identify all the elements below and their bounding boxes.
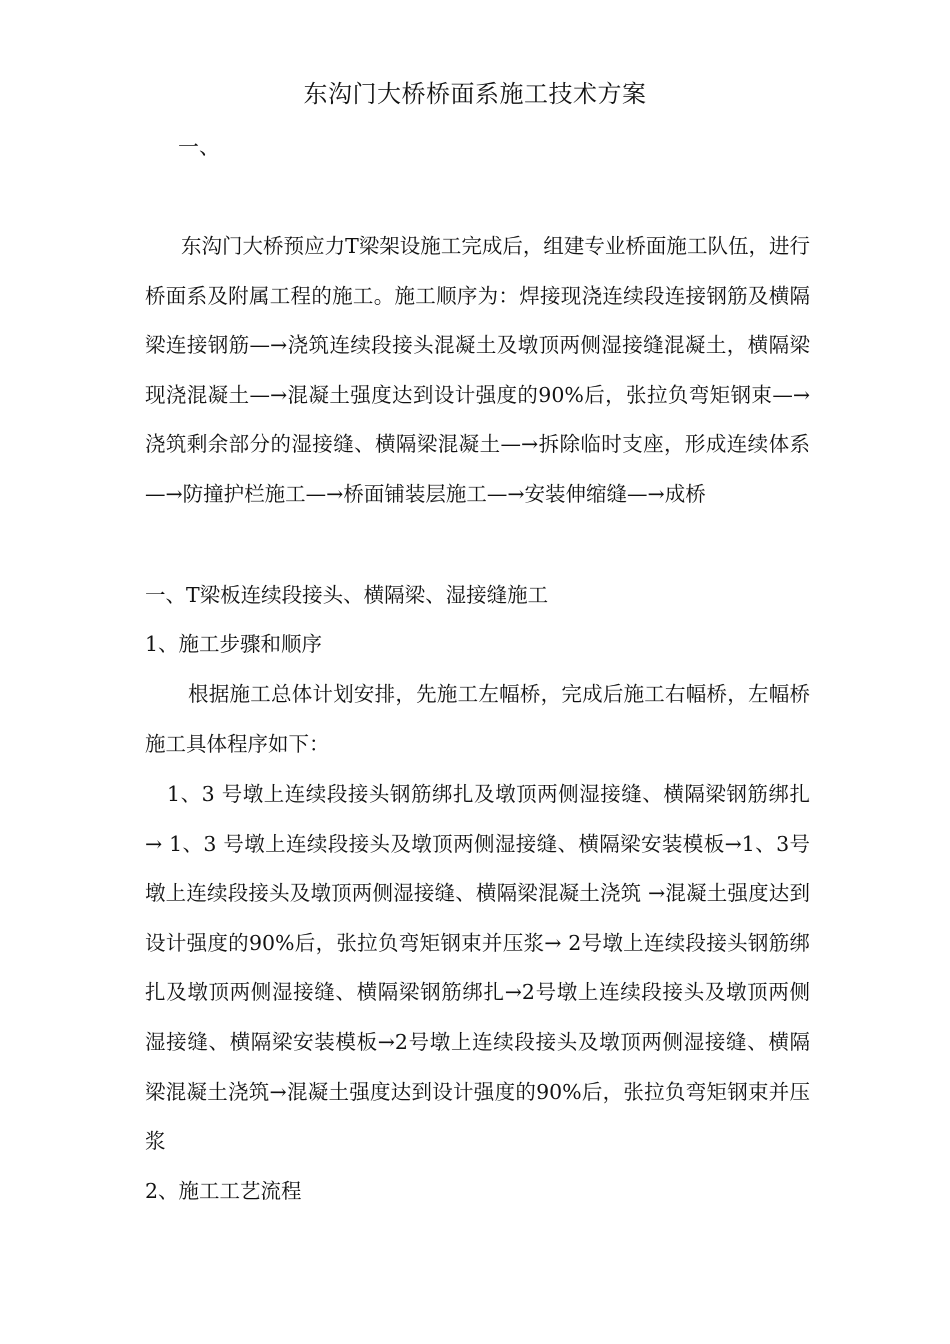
document-title: 东沟门大桥桥面系施工技术方案 <box>303 80 647 108</box>
top-heading: 一、 <box>178 135 220 159</box>
subsection-1-heading: 1、施工步骤和顺序 <box>145 632 323 656</box>
left-bridge-procedure-paragraph: 1、3 号墩上连续段接头钢筋绑扎及墩顶两侧湿接缝、横隔梁钢筋绑扎 → 1、3 号墩上连续段接头及墩顶两侧湿接缝、横隔梁安装模板→1、3号墩上连续段接头及墩顶两侧湿接缝、横隔梁混凝土浇筑 →混凝土强度达到设计强度的90%后，张拉负弯矩钢束并压浆→ 2号墩上连续段接头钢筋绑扎及墩顶两侧湿接缝、横隔梁钢筋绑扎→2号墩上连续段接头及墩顶两侧湿接缝、横隔梁安装模板→2号墩上连续段接头及墩顶两侧湿接缝、横隔梁混凝土浇筑→混凝土强度达到设计强度的90%后，张拉负弯矩钢束并压浆 <box>145 782 810 1154</box>
section-1-heading: 一、T梁板连续段接头、横隔梁、湿接缝施工 <box>145 583 549 607</box>
construction-sequence-paragraph: 东沟门大桥预应力T梁架设施工完成后，组建专业桥面施工队伍，进行桥面系及附属工程的施工。施工顺序为：焊接现浇连续段连接钢筋及横隔梁连接钢筋—→浇筑连续段接头混凝土及墩顶两侧湿接缝混凝土，横隔梁现浇混凝土—→混凝土强度达到设计强度的90%后，张拉负弯矩钢束—→浇筑剩余部分的湿接缝、横隔梁混凝土—→拆除临时支座，形成连续体系—→防撞护栏施工—→桥面铺装层施工—→安装伸缩缝—→成桥 <box>145 234 810 506</box>
subsection-2-heading: 2、施工工艺流程 <box>145 1179 302 1203</box>
construction-plan-paragraph: 根据施工总体计划安排，先施工左幅桥，完成后施工右幅桥，左幅桥施工具体程序如下： <box>145 682 810 756</box>
